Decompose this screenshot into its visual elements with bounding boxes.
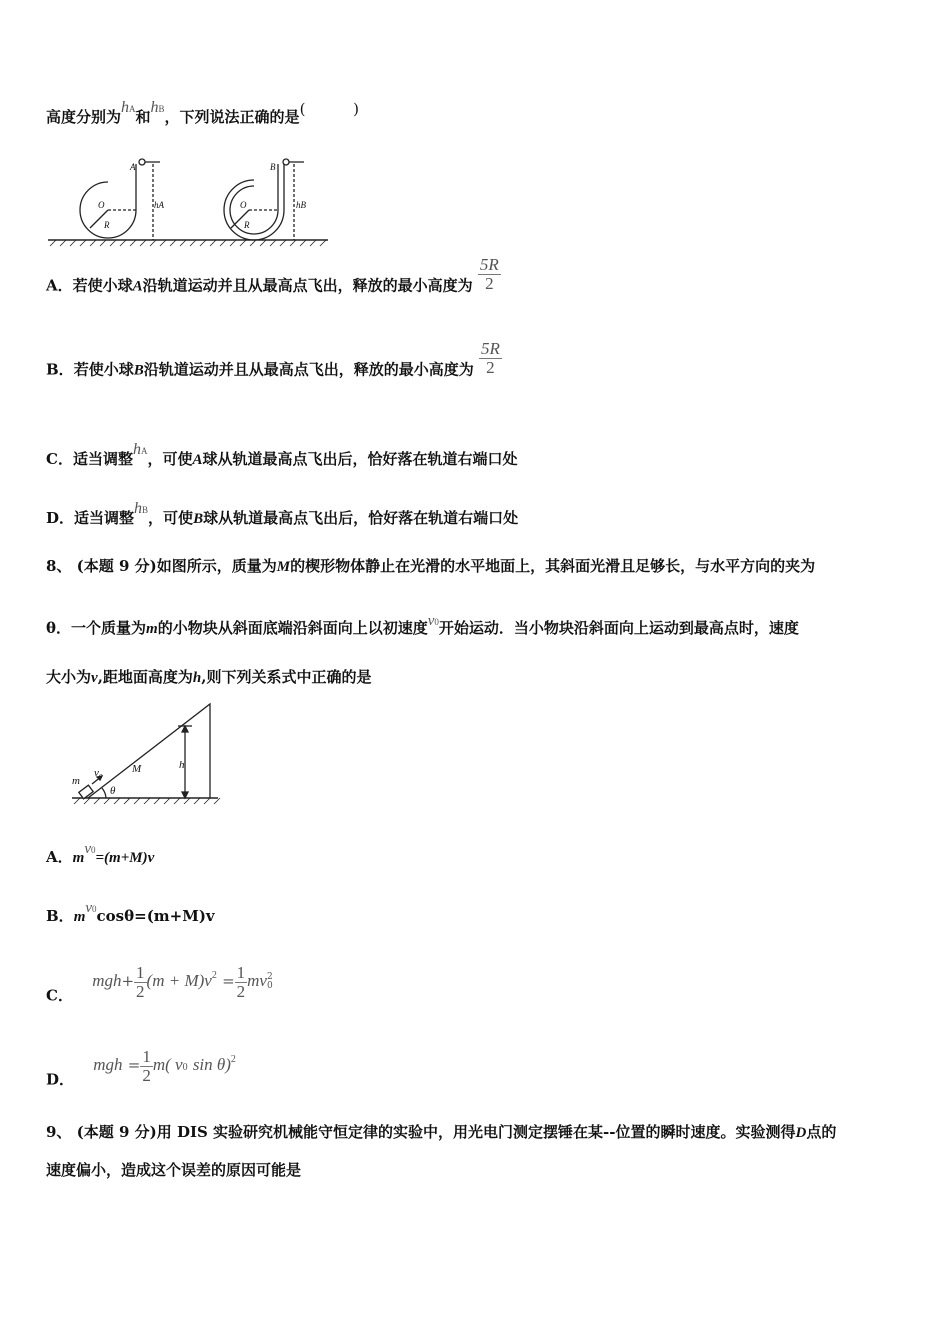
label-r2: R: [244, 220, 250, 230]
label-hb: hB: [296, 200, 306, 210]
q8-option-d: D． mgh = $\frac{1}{2}$ m( v0 sin θ)$^2$: [46, 1047, 236, 1089]
q7-option-d: D．适当调整hB，可使B球从轨道最高点飞出后，恰好落在轨道右端口处: [46, 500, 519, 527]
label-o1: O: [98, 200, 105, 210]
label-o2: O: [240, 200, 247, 210]
q8-line-3: 大小为v,距地面高度为h,则下列关系式中正确的是: [46, 668, 372, 686]
q8-option-a: A．mv0=(m+M)v: [46, 841, 155, 866]
wedge-figure: [66, 700, 226, 810]
q7-tail-question: ，下列说法正确的是: [164, 108, 300, 126]
label-big-m: M: [132, 763, 142, 775]
hB-symbol: hB: [150, 99, 165, 116]
and-text: 和: [135, 108, 151, 126]
q7-option-b: B．若使小球B沿轨道运动并且从最高点飞出，释放的最小高度为 $\frac{5R}{2}$: [46, 339, 500, 379]
q8-option-c: C． mgh+ $\frac{1}{2}$ $(m + M)v^2$ = $\frac{1}{2}$ mv 2 0: [46, 963, 273, 1005]
ball-a: [139, 159, 145, 165]
label-r1: R: [104, 220, 110, 230]
label-h: h: [179, 759, 185, 771]
block-m: [79, 785, 93, 799]
q8-option-b: B．mv0cosθ=(m+M)v: [46, 900, 215, 925]
wedge-body: [88, 704, 210, 798]
fraction-5r-2: $\frac{5R}{2}$: [479, 255, 499, 293]
equation-d: mgh = $\frac{1}{2}$ m( v0 sin θ)$^2$: [93, 1047, 236, 1085]
q9-line-1: 9、 (本题 9 分)用 DIS 实验研究机械能守恒定律的实验中，用光电门测定摆锤在某--位置的瞬时速度。实验测得D点的: [46, 1123, 837, 1141]
label-theta: θ: [110, 785, 116, 797]
hA-symbol: hA: [121, 99, 136, 116]
ball-b: [283, 159, 289, 165]
label-m: m: [72, 775, 80, 787]
q7-option-a: A．若使小球A沿轨道运动并且从最高点飞出，释放的最小高度为 $\frac{5R}{2}$: [46, 255, 499, 295]
q7-option-c: C．适当调整hA，可使A球从轨道最高点飞出后，恰好落在轨道右端口处: [46, 441, 518, 468]
track-b-outer: [224, 164, 284, 240]
label-a: A: [130, 162, 136, 172]
fraction-5r-2: $\frac{5R}{2}$: [480, 339, 500, 377]
q8-line-2: θ．一个质量为m的小物块从斜面底端沿斜面向上以初速度v0开始运动．当小物块沿斜面向上运动到最高点时，速度: [46, 613, 799, 637]
ground-hatch: [50, 240, 326, 246]
label-v0: v₀: [94, 767, 103, 779]
q9-line-2: 速度偏小，造成这个误差的原因可能是: [46, 1161, 302, 1179]
q8-line-1: 8、 (本题 9 分)如图所示，质量为M的楔形物体静止在光滑的水平地面上，其斜面光滑且足够长，与水平方向的夹为: [46, 557, 816, 575]
q7-tail-line: [46, 99, 359, 127]
label-b: B: [270, 162, 276, 172]
q7-tail-text: 高度分别为: [46, 108, 122, 126]
label-ha: hA: [154, 200, 164, 210]
equation-c: mgh+ $\frac{1}{2}$ $(m + M)v^2$ = $\frac{1}{2}$ mv 2 0: [92, 963, 273, 1001]
answer-paren: ( ): [299, 100, 359, 118]
loop-track-figure: [46, 152, 331, 250]
